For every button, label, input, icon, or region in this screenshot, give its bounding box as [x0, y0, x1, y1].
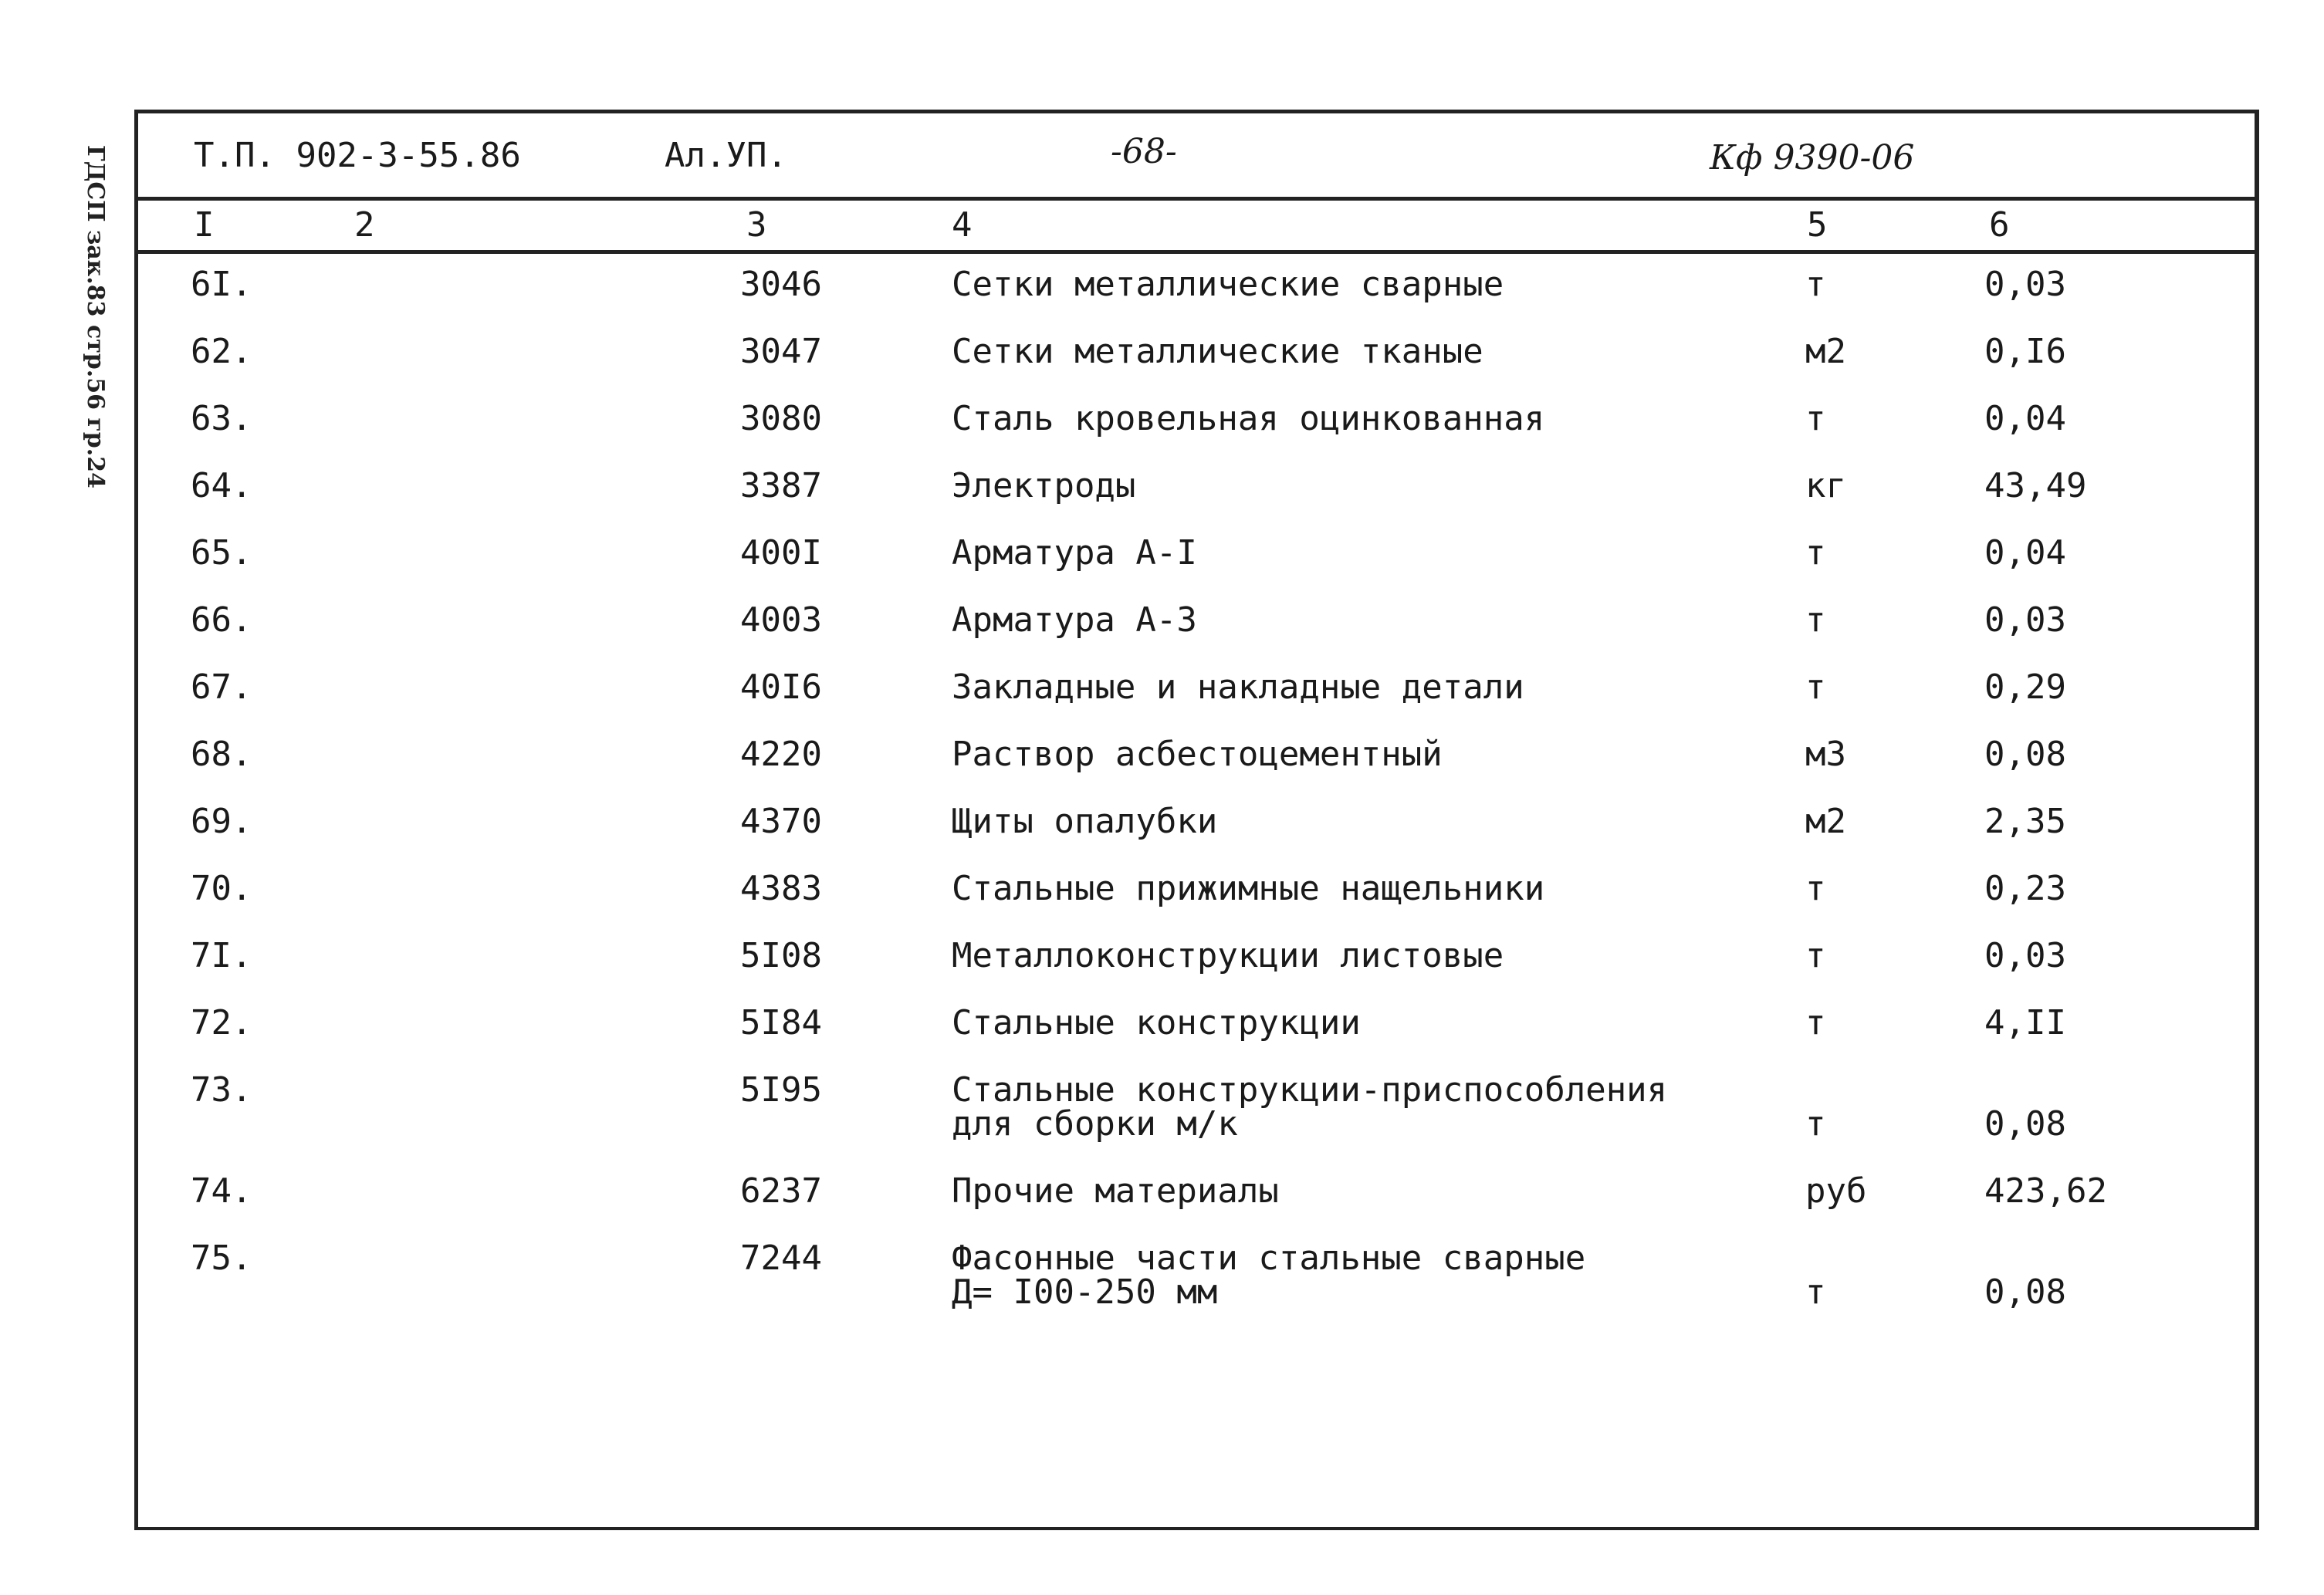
material-code: 3047	[740, 332, 822, 371]
quantity: 0,I6	[1984, 332, 2066, 371]
material-name: Щиты опалубки	[952, 802, 1218, 841]
unit-of-measure: руб	[1805, 1171, 1867, 1211]
unit-of-measure: т	[1805, 869, 1826, 908]
quantity: 0,03	[1984, 600, 2066, 640]
unit-of-measure: м3	[1805, 735, 1846, 774]
quantity: 0,29	[1984, 667, 2066, 707]
material-code: 7244	[740, 1238, 822, 1278]
table-row	[138, 388, 2255, 455]
row-number: 72.	[191, 1003, 252, 1042]
unit-of-measure: м2	[1805, 802, 1846, 841]
table-row	[138, 522, 2255, 589]
quantity: 0,03	[1984, 265, 2066, 304]
row-number: 6I.	[191, 265, 252, 304]
material-code: 400I	[740, 533, 822, 573]
material-name: Арматура А-3	[952, 600, 1197, 640]
title-block	[138, 113, 2255, 201]
row-number: 67.	[191, 667, 252, 707]
material-code: 6237	[740, 1171, 822, 1211]
material-name: Раствор асбестоцементный	[952, 735, 1443, 774]
quantity: 43,49	[1984, 466, 2087, 505]
column-number-row	[138, 201, 2255, 254]
material-code: 4220	[740, 735, 822, 774]
column-number-1: I	[194, 205, 215, 245]
quantity: 0,04	[1984, 399, 2066, 438]
row-number: 70.	[191, 869, 252, 908]
side-stamp-text: ГДСП зак.83 стр.56 гр.24	[81, 144, 109, 488]
row-number: 75.	[191, 1238, 252, 1278]
album-label: Ал.УП.	[665, 136, 787, 175]
row-number: 69.	[191, 802, 252, 841]
material-name: Сетки металлические тканые	[952, 332, 1483, 371]
material-name: Прочие материалы	[952, 1171, 1279, 1211]
unit-of-measure: т	[1805, 1104, 1826, 1144]
material-code: 3387	[740, 466, 822, 505]
document-code: Кф 9390-06	[1710, 138, 1915, 177]
unit-of-measure: т	[1805, 1272, 1826, 1312]
table-row	[138, 455, 2255, 522]
unit-of-measure: т	[1805, 667, 1826, 707]
row-number: 7I.	[191, 936, 252, 975]
row-number: 65.	[191, 533, 252, 573]
table-row	[138, 1059, 2255, 1160]
unit-of-measure: т	[1805, 399, 1826, 438]
material-name: Арматура А-I	[952, 533, 1197, 573]
unit-of-measure: т	[1805, 533, 1826, 573]
table-row	[138, 791, 2255, 857]
table-row	[138, 590, 2255, 656]
quantity: 423,62	[1984, 1171, 2107, 1211]
quantity: 0,03	[1984, 936, 2066, 975]
quantity: 0,08	[1984, 1104, 2066, 1144]
row-number: 66.	[191, 600, 252, 640]
material-code: 4003	[740, 600, 822, 640]
material-code: 4383	[740, 869, 822, 908]
material-name: Фасонные части стальные сварные Д= I00-250 мм	[952, 1238, 1586, 1312]
material-name: Металлоконструкции листовые	[952, 936, 1504, 975]
material-code: 3080	[740, 399, 822, 438]
page-number: -68-	[1111, 132, 1177, 171]
row-number: 64.	[191, 466, 252, 505]
quantity: 0,08	[1984, 1272, 2066, 1312]
row-number: 63.	[191, 399, 252, 438]
table-row	[138, 254, 2255, 320]
material-name: Стальные прижимные нащельники	[952, 869, 1545, 908]
unit-of-measure: т	[1805, 600, 1826, 640]
material-name: Стальные конструкции	[952, 1003, 1361, 1042]
table-row	[138, 858, 2255, 924]
row-number: 68.	[191, 735, 252, 774]
column-number-4: 4	[952, 205, 973, 245]
material-name: Сталь кровельная оцинкованная	[952, 399, 1545, 438]
table-row	[138, 925, 2255, 992]
material-name: Закладные и накладные детали	[952, 667, 1524, 707]
quantity: 0,04	[1984, 533, 2066, 573]
row-number: 62.	[191, 332, 252, 371]
material-name: Сетки металлические сварные	[952, 265, 1504, 304]
material-code: 3046	[740, 265, 822, 304]
table-row	[138, 321, 2255, 387]
unit-of-measure: м2	[1805, 332, 1846, 371]
table-row	[138, 724, 2255, 790]
unit-of-measure: кг	[1805, 466, 1846, 505]
column-number-3: 3	[746, 205, 767, 245]
side-stamp	[45, 116, 145, 517]
table-row	[138, 1161, 2255, 1227]
material-code: 5I08	[740, 936, 822, 975]
unit-of-measure: т	[1805, 1003, 1826, 1042]
quantity: 2,35	[1984, 802, 2066, 841]
material-name: Стальные конструкции-приспособления для сборки м/к	[952, 1070, 1668, 1144]
unit-of-measure: т	[1805, 265, 1826, 304]
project-number: Т.П. 902-3-55.86	[194, 136, 521, 175]
quantity: 0,08	[1984, 735, 2066, 774]
column-number-5: 5	[1807, 205, 1828, 245]
material-code: 4370	[740, 802, 822, 841]
table-row	[138, 1228, 2255, 1328]
document-sheet	[134, 110, 2259, 1530]
table-row	[138, 992, 2255, 1059]
material-name: Электроды	[952, 466, 1136, 505]
column-number-2: 2	[354, 205, 375, 245]
column-number-6: 6	[1989, 205, 2010, 245]
unit-of-measure: т	[1805, 936, 1826, 975]
row-number: 74.	[191, 1171, 252, 1211]
quantity: 0,23	[1984, 869, 2066, 908]
quantity: 4,II	[1984, 1003, 2066, 1042]
material-code: 40I6	[740, 667, 822, 707]
table-row	[138, 657, 2255, 723]
row-number: 73.	[191, 1070, 252, 1110]
material-code: 5I95	[740, 1070, 822, 1110]
material-code: 5I84	[740, 1003, 822, 1042]
